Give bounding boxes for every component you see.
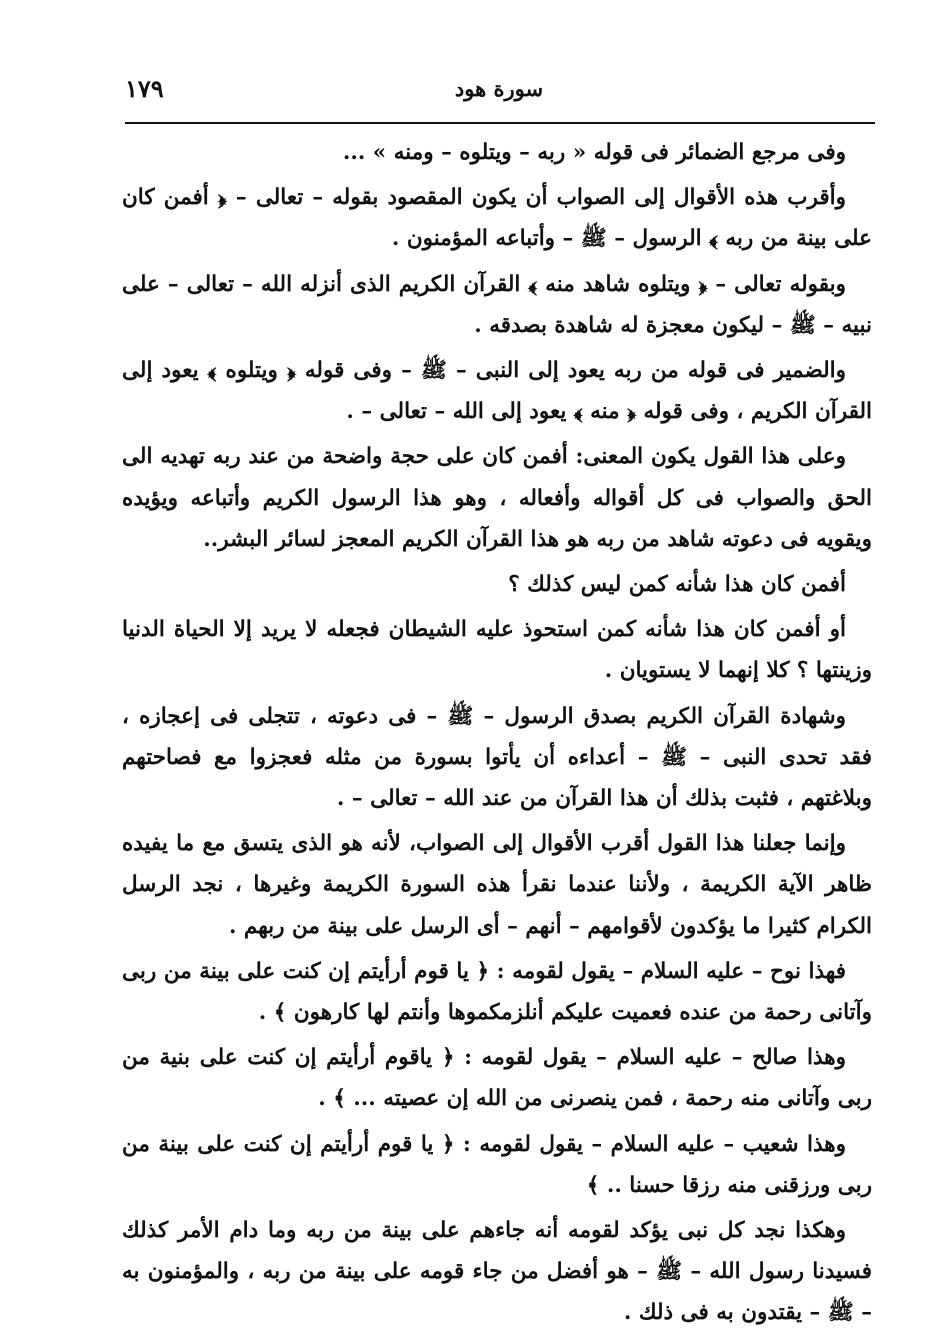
running-title: سورة هود <box>454 76 544 101</box>
paragraph: وهذا صالح – عليه السلام – يقول لقومه : ﴿ ياقوم أرأيتم إن كنت على بنية من ربى وآتانى منه رحمة ، فمن ينصرنى من الله إن عصيته ... ﴾ . <box>122 1045 872 1112</box>
paragraph: وهكذا نجد كل نبى يؤكد لقومه أنه جاءهم على بينة من ربه وما دام الأمر كذلك فسيدنا رسول الله – ﷺ – هو أفضل من جاء قومه على بينة من ربه ، والمؤمنون به – ﷺ – يقتدون به فى ذلك . <box>122 1218 872 1326</box>
paragraph: وعلى هذا القول يكون المعنى: أفمن كان على حجة واضحة من عند ربه تهديه الى الحق والصواب فى كل أقواله وأفعاله ، وهو هذا الرسول الكريم وأتباعه ويؤيده ويقويه فى دعوته شاهد من ربه هو هذا القرآن الكريم المعجز لسائر البشر.. <box>122 444 872 552</box>
paragraph: فهذا نوح – عليه السلام – يقول لقومه : ﴿ يا قوم أرأيتم إن كنت على بينة من ربى وآتانى رحمة من عنده فعميت عليكم أنلزمكموها وأنتم لها كارهون ﴾ . <box>122 958 872 1026</box>
paragraph: وأقرب هذه الأقوال إلى الصواب أن يكون المقصود بقوله – تعالى – ﴿ أفمن كان على بينة من ربه ﴾ الرسول – ﷺ – وأتباعه المؤمنون . <box>122 185 872 252</box>
paragraph: وشهادة القرآن الكريم بصدق الرسول – ﷺ – فى دعوته ، تتجلى فى إعجازه ، فقد تحدى النبى – ﷺ – أعداءه أن يأتوا بسورة من مثله فعجزوا مع فصاحتهم وبلاغتهم ، فثبت بذلك أن هذا القرآن من عند الله – تعالى – . <box>122 703 872 812</box>
paragraph: وفى مرجع الضمائر فى قوله « ربه – ويتلوه – ومنه » ... <box>342 140 846 165</box>
header-rule <box>125 122 875 124</box>
page-header <box>125 72 873 112</box>
paragraph: أو أفمن كان هذا شأنه كمن استحوذ عليه الشيطان فجعله لا يريد إلا الحياة الدنيا وزينتها ؟ كلا إنهما لا يستويان . <box>122 617 872 684</box>
page-body <box>122 132 872 1338</box>
paragraph: وبقوله تعالى – ﴿ ويتلوه شاهد منه ﴾ القرآن الكريم الذى أنزله الله – تعالى – على نبيه – ﷺ – ليكون معجزة له شاهدة بصدقه . <box>122 271 872 338</box>
paragraph: وإنما جعلنا هذا القول أقرب الأقوال إلى الصواب، لأنه هو الذى يتسق مع ما يفيده ظاهر الآية الكريمة ، ولأننا عندما نقرأ هذه السورة الكريمة وغيرها ، نجد الرسل الكرام كثيرا ما يؤكدون لأقوامهم – أنهم – أى الرسل على بينة من ربهم . <box>122 831 872 939</box>
paragraph: والضمير فى قوله من ربه يعود إلى النبى – ﷺ – وفى قوله ﴿ ويتلوه ﴾ يعود إلى القرآن الكريم ، وفى قوله ﴿ منه ﴾ يعود إلى الله – تعالى – . <box>122 358 872 425</box>
paragraph: أفمن كان هذا شأنه كمن ليس كذلك ؟ <box>508 572 846 598</box>
page-number: ١٧٩ <box>125 74 164 103</box>
paragraph: وهذا شعيب – عليه السلام – يقول لقومه : ﴿ يا قوم أرأيتم إن كنت على بينة من ربى ورزقنى منه رزقا حسنا .. ﴾ <box>122 1131 872 1198</box>
